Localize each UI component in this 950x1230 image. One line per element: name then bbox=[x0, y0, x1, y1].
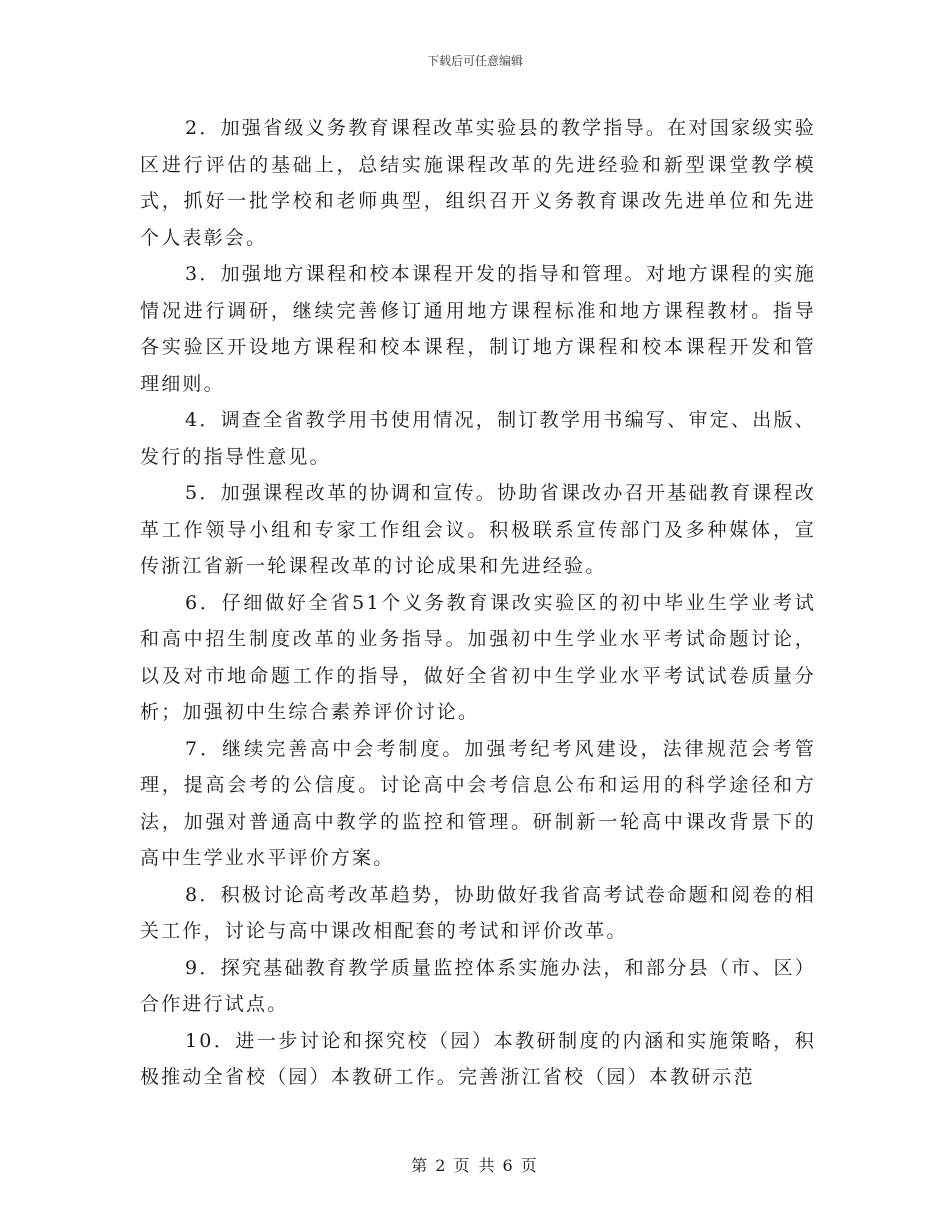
footer-prefix: 第 bbox=[411, 1156, 430, 1175]
paragraph-3: 3．加强地方课程和校本课程开发的指导和管理。对地方课程的实施情况进行调研，继续完善修订通用地方课程标准和地方课程教材。指导各实验区开设地方课程和校本课程，制订地方课程和校本课程开发和管理细则。 bbox=[140, 263, 816, 395]
paragraph-8: 8．积极讨论高考改革趋势，协助做好我省高考试卷命题和阅卷的相关工作，讨论与高中课改相配套的考试和评价改革。 bbox=[140, 883, 816, 942]
paragraph-4: 4．调查全省教学用书使用情况，制订教学用书编写、审定、出版、发行的指导性意见。 bbox=[140, 409, 816, 468]
current-page-number: 2 bbox=[435, 1156, 448, 1175]
footer-mid: 页 共 bbox=[453, 1156, 497, 1175]
total-page-count: 6 bbox=[502, 1156, 515, 1175]
page-footer bbox=[0, 1153, 950, 1176]
paragraph-9: 9．探究基础教育教学质量监控体系实施办法，和部分县（市、区）合作进行试点。 bbox=[140, 956, 816, 1015]
paragraph-2: 2．加强省级义务教育课程改革实验县的教学指导。在对国家级实验区进行评估的基础上，总结实施课程改革的先进经验和新型课堂教学模式，抓好一批学校和老师典型，组织召开义务教育课改先进单位和先进个人表彰会。 bbox=[140, 117, 816, 249]
paragraph-6: 6．仔细做好全省51个义务教育课改实验区的初中毕业生学业考试和高中招生制度改革的业务指导。加强初中生学业水平考试命题讨论，以及对市地命题工作的指导，做好全省初中生学业水平考试试卷质量分析；加强初中生综合素养评价讨论。 bbox=[140, 591, 816, 723]
paragraph-10: 10．进一步讨论和探究校（园）本教研制度的内涵和实施策略，积极推动全省校（园）本教研工作。完善浙江省校（园）本教研示范 bbox=[140, 1029, 816, 1088]
paragraph-7: 7．继续完善高中会考制度。加强考纪考风建设，法律规范会考管理，提高会考的公信度。讨论高中会考信息公布和运用的科学途径和方法，加强对普通高中教学的监控和管理。研制新一轮高中课改背景下的高中生学业水平评价方案。 bbox=[140, 737, 816, 869]
paragraph-5: 5．加强课程改革的协调和宣传。协助省课改办召开基础教育课程改革工作领导小组和专家工作组会议。积极联系宣传部门及多种媒体，宣传浙江省新一轮课程改革的讨论成果和先进经验。 bbox=[140, 482, 816, 577]
footer-suffix: 页 bbox=[520, 1156, 539, 1175]
page-header: 下载后可任意编辑 bbox=[426, 54, 523, 68]
document-body bbox=[140, 110, 816, 1096]
